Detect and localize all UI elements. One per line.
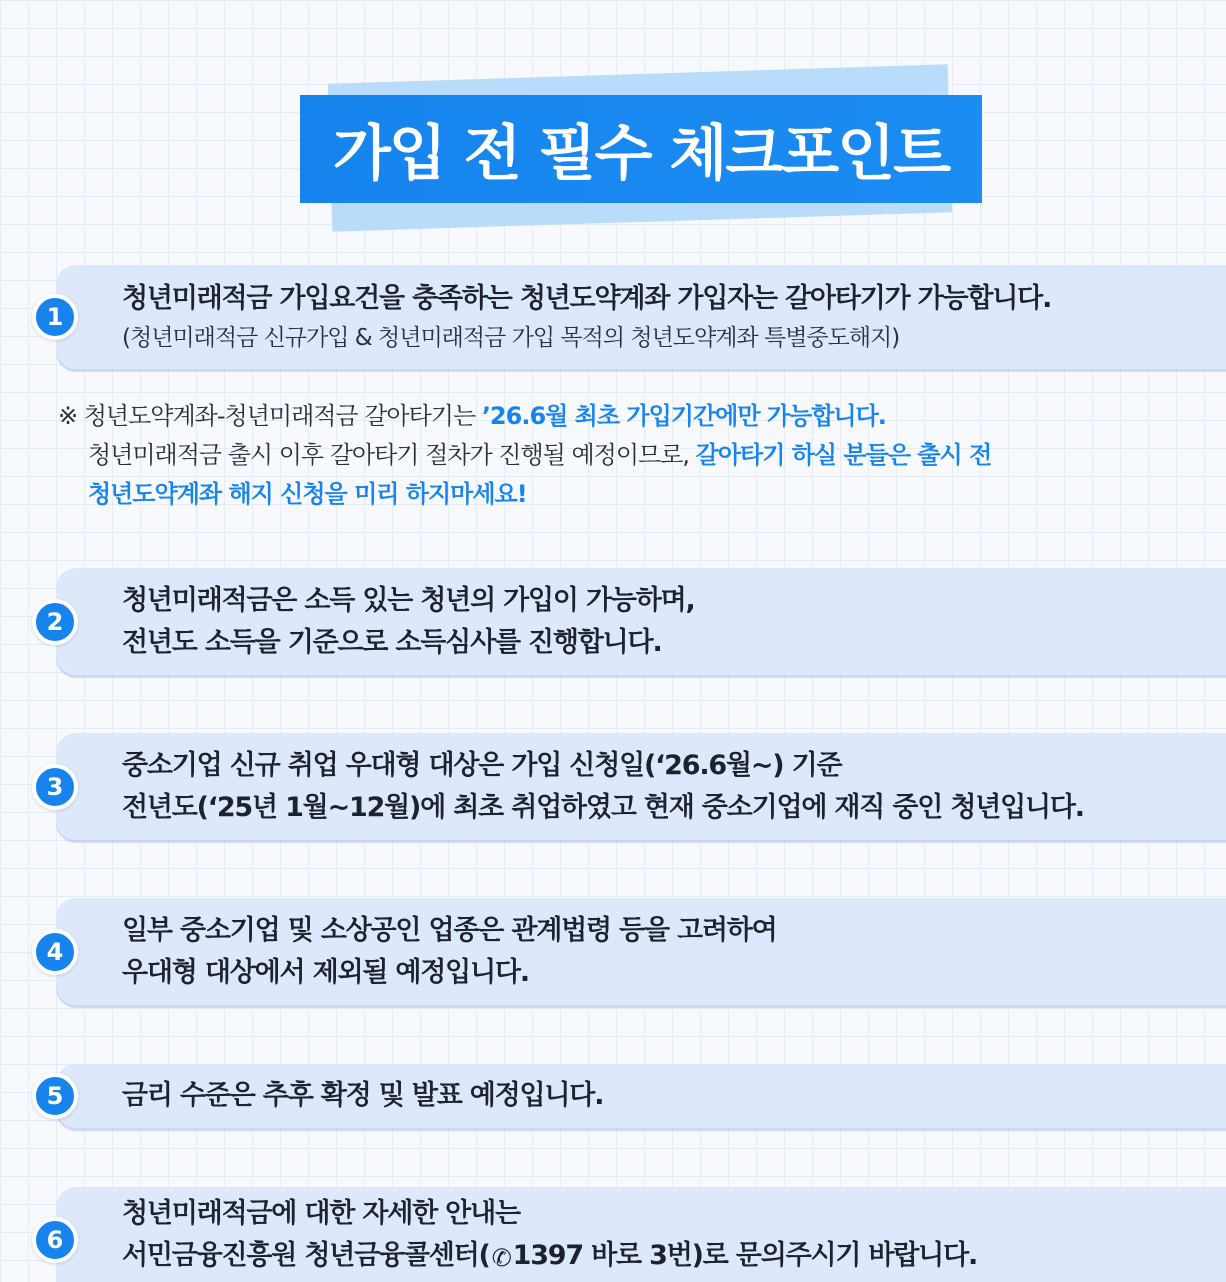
card-5-body	[122, 1064, 1226, 1128]
card-6-line-2-a: 서민금융진흥원 청년금융콜센터(	[122, 1239, 490, 1271]
card-6-line-2	[122, 1235, 1226, 1277]
notice-line-2-plain: 청년미래적금 출시 이후 갈아타기 절차가 진행될 예정이므로,	[88, 441, 690, 469]
card-2-line-2: 전년도 소득을 기준으로 소득심사를 진행합니다.	[122, 626, 662, 658]
card-3-line-1: 중소기업 신규 취업 우대형 대상은 가입 신청일(‘26.6월~) 기준	[122, 749, 842, 781]
card-5-line-1: 금리 수준은 추후 확정 및 발표 예정입니다.	[122, 1080, 604, 1111]
notice-mark: ※	[58, 402, 78, 430]
card-3-line-2: 전년도(‘25년 1월~12월)에 최초 취업하였고 현재 중소기업에 재직 중인 청년입니다.	[122, 791, 1084, 823]
notice-line-1-highlight: ’26.6월 최초 가입기간에만 가능합니다.	[481, 402, 886, 430]
card-4-line-2: 우대형 대상에서 제외될 예정입니다.	[122, 956, 529, 988]
title-banner	[300, 74, 984, 224]
number-badge-4: 4	[32, 929, 78, 975]
notice-line-3-highlight: 청년도약계좌 해지 신청을 미리 하지마세요!	[88, 480, 527, 508]
card-4-line-1: 일부 중소기업 및 소상공인 업종은 관계법령 등을 고려하여	[122, 914, 777, 946]
card-3-body	[122, 733, 1226, 840]
number-badge-1: 1	[32, 294, 78, 340]
card-4-body	[122, 898, 1226, 1005]
checkpoint-card-3	[46, 733, 1226, 840]
card-1-sub: (청년미래적금 신규가입 & 청년미래적금 가입 목적의 청년도약계좌 특별중도해지)	[122, 325, 900, 351]
switch-notice	[58, 397, 1178, 514]
notice-line-2-highlight: 갈아타기 하실 분들은 출시 전	[695, 441, 992, 469]
title-box	[300, 95, 982, 203]
page-title: 가입 전 필수 체크포인트	[332, 119, 950, 189]
card-1-body	[122, 265, 1226, 369]
number-badge-3: 3	[32, 764, 78, 810]
checkpoint-card-2	[46, 568, 1226, 675]
checkpoint-card-4	[46, 898, 1226, 1005]
number-badge-5: 5	[32, 1073, 78, 1119]
notice-line-2	[58, 436, 1178, 475]
notice-line-3	[58, 475, 1178, 514]
phone-icon: ✆	[491, 1243, 511, 1272]
card-6-line-1: 청년미래적금에 대한 자세한 안내는	[122, 1197, 520, 1229]
checkpoint-card-6	[46, 1187, 1226, 1282]
checkpoint-card-5	[46, 1064, 1226, 1128]
card-1-main: 청년미래적금 가입요건을 충족하는 청년도약계좌 가입자는 갈아타기가 가능합니다.	[122, 283, 1052, 314]
card-6-line-2-b: 1397 바로 3번)로 문의주시기 바랍니다.	[512, 1239, 978, 1271]
checkpoint-card-1	[46, 265, 1226, 369]
notice-line-1-plain: 청년도약계좌-청년미래적금 갈아타기는	[83, 402, 476, 430]
card-2-body	[122, 568, 1226, 675]
card-2-line-1: 청년미래적금은 소득 있는 청년의 가입이 가능하며,	[122, 584, 695, 616]
number-badge-2: 2	[32, 599, 78, 645]
number-badge-6: 6	[32, 1217, 78, 1263]
card-6-body	[122, 1187, 1226, 1282]
notice-line-1	[58, 397, 1178, 436]
